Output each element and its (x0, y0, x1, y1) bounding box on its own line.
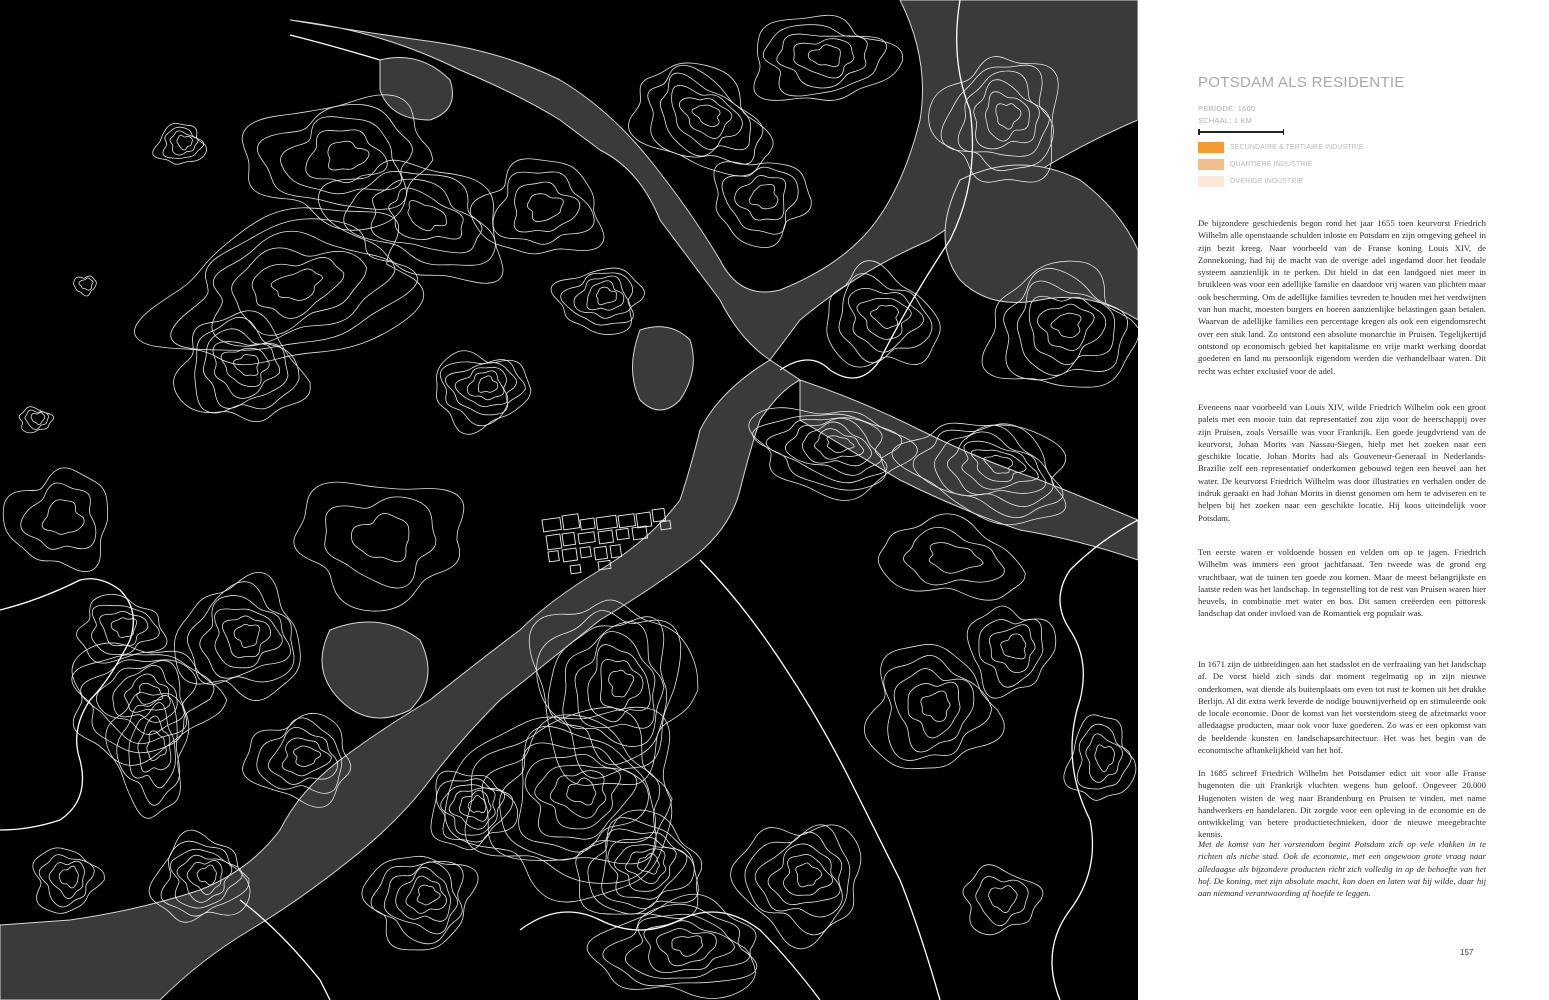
contour-line (91, 605, 159, 654)
contour-line (1086, 734, 1123, 783)
contour-line (389, 188, 464, 240)
contour-line (921, 691, 950, 721)
contour-line (609, 670, 634, 697)
paragraph-3: Ten eerste waren er voldoende bossen en velden om op te jagen. Friedrich Wilhelm was immers een groot jachtfanaat. Ten tweede was de grond erg vruchtbaar, wat de tuinen ten goede zou komen. Maar de meest belangrijkste en laatste reden was het landschap. In tegenstelling tot de rest van Pruisen waren hier heuvels, in combinatie met water en bos. Dit samen creëerden een pittoresk landschap dat onder invloed van de Romantiek erg populair was. (1198, 547, 1486, 619)
legend-label: OVERIGE INDUSTRIE (1230, 178, 1304, 185)
contour-line (325, 497, 436, 588)
contour-line (465, 707, 672, 883)
contour-line (215, 609, 283, 668)
town-block (562, 514, 580, 530)
town-block (632, 526, 648, 540)
lake-north-west (380, 58, 453, 121)
contour-line (271, 269, 322, 301)
legend-label: SECUNDAIRE & TERTIAIRE INDUSTRIE (1230, 144, 1364, 151)
contour-line (722, 167, 798, 234)
contour-line (567, 778, 596, 805)
contour-line (351, 513, 408, 561)
contour-line (436, 779, 512, 842)
contour-line (440, 360, 525, 426)
contour-line (467, 371, 504, 400)
contour-line (1001, 634, 1026, 659)
lake-small-west (633, 327, 694, 410)
contour-line (384, 862, 457, 934)
town-block (616, 528, 629, 540)
legend-item-secundaire (1198, 142, 1364, 153)
contour-line (74, 276, 97, 296)
contour-line (628, 63, 773, 176)
contour-line (221, 348, 269, 386)
contour-line (137, 684, 163, 705)
contour-line (672, 936, 703, 957)
contour-line (908, 682, 960, 738)
contour-line (575, 631, 655, 728)
town-block (548, 551, 559, 562)
legend-swatch (1198, 159, 1224, 170)
contour-line (808, 45, 840, 67)
contour-line (79, 278, 93, 290)
contour-line (1029, 296, 1106, 364)
contour-line (989, 625, 1035, 673)
contour-line (1037, 304, 1094, 350)
closing-quote: Met de komst van het vorstendom begint Potsdam zich op vele vlakken in te richten als niche stad. Ook de economie, met een ongewoon grote vraag naar alledaagse als bijzondere producten richt zich volledig in op de behoefte van het hof. De koning, met zijn absolute macht, kon doen en laten wat hij wilde, daar hij aan niemand verantwoording af hoefde te leggen. (1198, 839, 1486, 899)
contour-line (100, 611, 148, 645)
contour-line (537, 611, 681, 779)
paragraph-1: De bijzondere geschiedenis begon rond het jaar 1655 toen keurvorst Friedrich Wilhelm alle openstaande schulden inloste en Potsdam en zijn omgeving geheel in zijn bezit kreeg. Naar voorbeeld van de Franse koning Louis XIV, de Zonnekoning, had hij de macht van de overige adel ingedamd door het feodale systeem aanzienlijk in te perken. Dit hield in dat een landgoed niet meer in bruikleen was voor een adellijke familie en daardoor vrij waren van plichten maar ook bescherming. Om de adellijke families tevreden te houden met het verdwijnen van hun macht, moesten burgers en boeren aanzienlijke belastingen gaan betalen. Waarvan de adellijke families een percentage kregen als ook een eigendomsrecht over een stuk land. Zo ontstond een absolute monarchie in Pruisen. Tegelijkertijd ontstond op economisch gebied het kapitalisme en vrije markt werking doordat goederen en land nu persoonlijk eigendom werden die verhandelbaar waren. Dit recht was echter exclusief voor de adel. (1198, 218, 1486, 376)
contour-line (234, 624, 259, 647)
town-block (580, 518, 595, 530)
river-east (800, 380, 1138, 560)
legend-label: QUARTIERE INDUSTRIE (1230, 161, 1313, 168)
contour-line (963, 865, 1043, 935)
schaal-label: SCHAAL: 1 KM (1198, 116, 1253, 125)
contour-line (563, 622, 664, 747)
town-block (598, 530, 614, 544)
town-block (596, 515, 617, 530)
contour-line (294, 482, 464, 611)
lake-south (322, 622, 428, 718)
contour-line (1095, 745, 1115, 772)
town-block (618, 514, 636, 528)
legend-item-quartiere (1198, 159, 1312, 170)
contour-line (21, 483, 96, 549)
contour-line (252, 257, 344, 318)
contour-line (848, 288, 923, 352)
paragraph-5: In 1685 schreef Friedrich Wilhelm het Potsdamer edict uit voor alle Franse hugenoten die uit Frankrijk vluchten wegens hun geloof. Ongeveer 20.000 Hugenoten wisten de weg naar Brandenburg en Pruisen te vinden, met name handwerkers en handelaren. Dit zorgde voor een opleving in de economie en de ontwikkeling van betere productietechnieken, door de nieuwe meegebrachte kennis. (1198, 768, 1486, 840)
town-block (610, 545, 622, 558)
contour-line (197, 865, 216, 885)
contour-line (59, 866, 78, 888)
contour-line (177, 135, 193, 150)
contour-line (976, 876, 1028, 925)
contour-line (864, 644, 1004, 768)
town-block (562, 548, 578, 562)
contour-line (884, 655, 992, 760)
legend-swatch (1198, 176, 1224, 187)
lake-upper-right (945, 165, 1138, 320)
contour-line (777, 34, 868, 88)
page-number: 157 (1460, 948, 1474, 957)
contour-line (929, 543, 983, 574)
town-block (546, 534, 562, 550)
boundary-east (1052, 520, 1138, 1000)
periode-label: PERIODE: 1660 (1198, 104, 1256, 113)
contour-line (200, 596, 291, 679)
contour-line (903, 527, 1004, 585)
page-title: POTSDAM ALS RESIDENTIE (1198, 74, 1405, 91)
contour-line (625, 914, 749, 978)
contour-line (857, 298, 911, 339)
contour-line (550, 771, 606, 818)
contour-line (222, 616, 270, 657)
town-block (562, 532, 576, 546)
paragraph-4: In 1671 zijn de uitbreidingen aan het stadsslot en de verfraaiing van het landschap af. De vorst hield zich sinds dat moment regelmatig op in zijn nieuwe onderkomen, wat diende als buitenplaats om even tot rust te komen uit het drukke Berlijn. Al dit extra werk leverde de nodige bouwnijverheid op en stimuleerde ook de locale economie. Door de komst van het vorstendom steeg de afzetmarkt voor alledaagse producten, maar ook voor luxe goederen. Zo was er een opkomst van de beeldende kunsten en landschapsarchitectuur. Het was het begin van de economische afhankelijkheid van het hof. (1198, 659, 1486, 756)
contour-line (232, 248, 367, 335)
contour-line (493, 172, 594, 244)
contour-line (212, 231, 395, 346)
town-block (580, 547, 591, 558)
contour-line (306, 130, 387, 183)
contour-line (42, 500, 84, 535)
contour-line (147, 731, 166, 761)
contour-line (1064, 715, 1136, 801)
contour-line (870, 306, 898, 329)
contour-line (796, 863, 822, 887)
town-block (636, 512, 652, 528)
legend-swatch (1198, 142, 1224, 153)
contour-line (692, 105, 720, 127)
contour-line (561, 273, 634, 325)
legend-item-overige (1198, 176, 1303, 187)
contour-line (989, 886, 1018, 913)
town-block (594, 546, 608, 560)
contour-line (596, 287, 616, 304)
contour-line (294, 746, 321, 767)
town-block (578, 532, 595, 544)
contour-line (282, 738, 331, 776)
contour-line (731, 825, 861, 949)
contour-line (170, 131, 198, 155)
contour-line (794, 39, 854, 78)
contour-line (328, 141, 369, 170)
road-north (290, 35, 380, 60)
contour-line (600, 659, 643, 710)
town-block (542, 517, 561, 531)
scale-bar (1198, 129, 1284, 135)
contour-line (514, 182, 580, 232)
contour-line (763, 25, 886, 96)
contour-line (527, 194, 563, 222)
text-page (1138, 0, 1549, 1000)
contour-line (1051, 313, 1081, 337)
contour-line (478, 376, 497, 392)
paragraph-2: Eveneens naar voorbeeld van Louis XIV, wilde Friedrich Wilhelm ook een groot paleis met een mooie tuin dat representatief zou zijn voor de heerschappij over zijn Pruisen, zoals Versaille was voor Frankrijk. Een goede jeugdvriend van de keurvorst, Johan Morits van Nassau-Siegen, hielp met het zoeken naar een geschikte locatie. Johan Morits had als Gouveneur-Generaal in Nederlands-Brazilie zelf een representatief onderkomen gebouwd tegen een heuvel aan het water. De keurvorst Friedrich Wilhelm was door illustraties en verhalen onder de indruk geraakt en had Johan Morits in dienst genomen om hem te adviseren en te helpen bij het zoeken naar een geschikte locatie. Hij koos uiteindelijk voor Potsdam. (1198, 402, 1486, 523)
contour-line (783, 855, 832, 896)
contour-line (657, 929, 717, 966)
contour-line (195, 317, 299, 413)
town-block (570, 565, 581, 574)
contour-line (187, 582, 294, 685)
contour-line (588, 818, 698, 914)
contour-line (735, 176, 786, 221)
contour-line (445, 707, 672, 902)
contour-line (371, 179, 482, 253)
contour-line (203, 329, 288, 409)
contour-line (587, 281, 624, 310)
contour-line (679, 98, 731, 139)
contour-line (417, 885, 440, 905)
contour-line (49, 861, 84, 898)
contour-line (749, 184, 778, 208)
contour-line (878, 514, 1025, 600)
contour-line (482, 715, 659, 864)
contour-line (576, 810, 702, 918)
contour-line (31, 413, 45, 425)
contour-line (280, 117, 401, 194)
contour-line (525, 754, 637, 839)
